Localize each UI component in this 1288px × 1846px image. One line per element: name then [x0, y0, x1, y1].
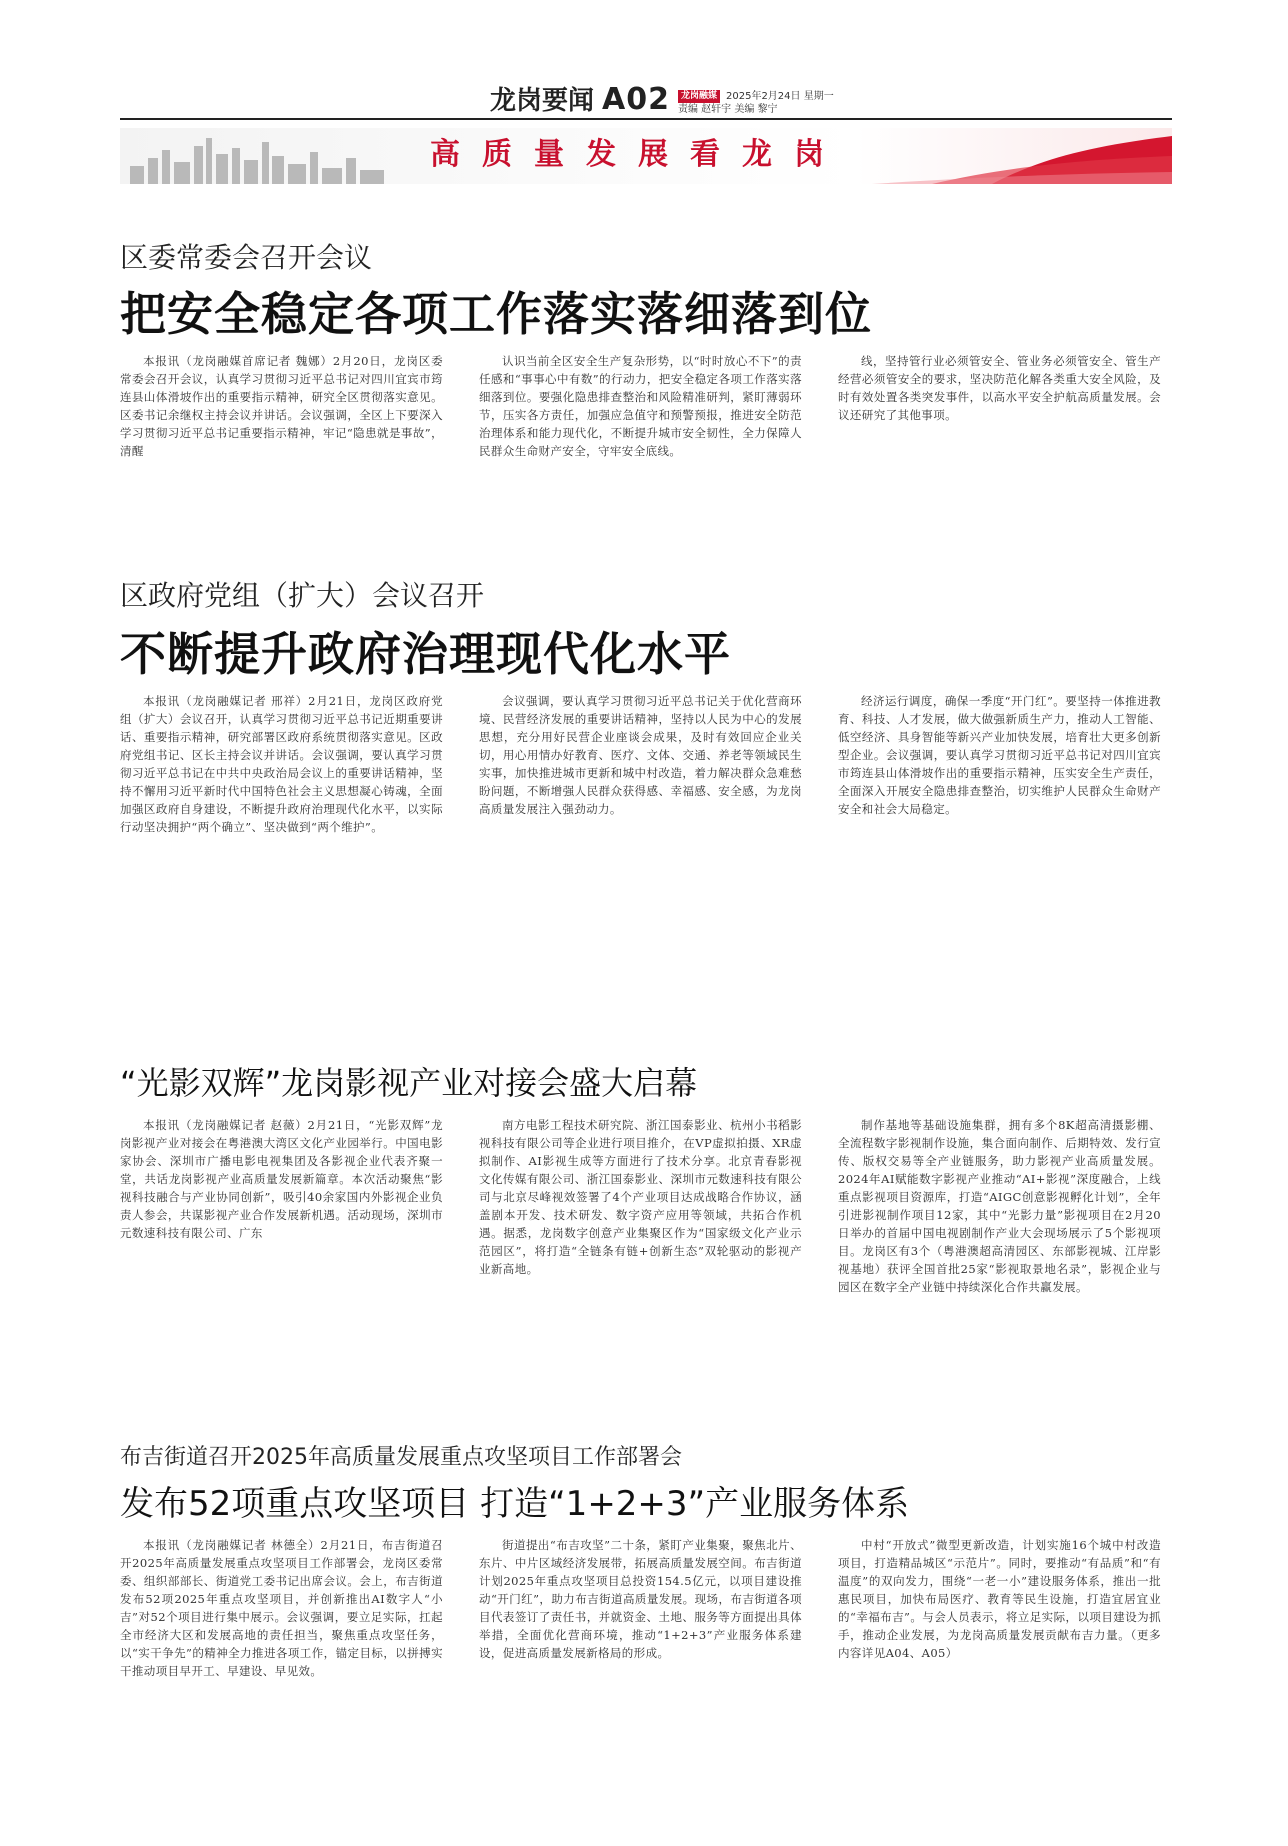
- article-2-kicker: 区政府党组（扩大）会议召开: [120, 579, 485, 612]
- article-4-headline: 发布52项重点攻坚项目 打造“1+2+3”产业服务体系: [120, 1484, 910, 1524]
- article-1-headline: 把安全稳定各项工作落实落细落到位: [120, 287, 872, 341]
- masthead-meta: [678, 90, 834, 116]
- section-title: 龙岗要闻: [490, 86, 595, 116]
- article-1-body: [120, 352, 1161, 460]
- article-4-column-2: 街道提出“布吉攻坚”二十条，紧盯产业集聚，聚焦北片、东片、中片区域经济发展带，拓展高质量发展空间。布吉街道计划2025年重点攻坚项目总投资154.5亿元，以项目建设推动“开门红”，助力布吉街道高质量发展。现场，布吉街道各项目代表签订了责任书，并就资金、土地、服务等方面提出具体举措，全面优化营商环境，推动“1+2+3”产业服务体系建设，促进高质量发展新格局的形成。: [479, 1538, 802, 1660]
- article-4-body: [120, 1536, 1161, 1680]
- article-3-column-2: 南方电影工程技术研究院、浙江国泰影业、杭州小书稻影视科技有限公司等企业进行项目推介，在VP虚拟拍摄、XR虚拟制作、AI影视生成等方面进行了技术分享。北京青春影视文化传媒有限公司、浙江国泰影业、深圳市元数速科技有限公司与北京尽峰视效签署了4个产业项目达成战略合作协议，涵盖剧本开发、技术研发、数字资产应用等领域，共拓合作机遇。据悉，龙岗数字创意产业集聚区作为“国家级文化产业示范园区”，将打造“全链条有链+创新生态”双轮驱动的影视产业新高地。: [479, 1118, 802, 1276]
- article-3-body: [120, 1116, 1161, 1296]
- article-2-column-3: 经济运行调度，确保一季度“开门红”。要坚持一体推进教育、科技、人才发展，做大做强新质生产力，推动人工智能、低空经济、具身智能等新兴产业加快发展，培育壮大更多创新型企业。会议强调，要认真学习贯彻习近平总书记对四川宜宾市筠连县山体滑坡作出的重要指示精神，压实安全生产责任，全面深入开展安全隐患排查整治，切实维护人民群众生命财产安全和社会大局稳定。: [838, 694, 1161, 816]
- brand-badge: 龙岗融媒: [678, 90, 720, 103]
- page-code: A02: [602, 82, 670, 117]
- article-1-column-2: 认识当前全区安全生产复杂形势，以“时时放心不下”的责任感和“事事心中有数”的行动力，把安全稳定各项工作落实落细落到位。要强化隐患排查整治和风险精准研判，紧盯薄弱环节，压实各方责任，加强应急值守和预警预报，推进安全防范治理体系和能力现代化，不断提升城市安全韧性，全力保障人民群众生命财产安全，守牢安全底线。: [479, 354, 802, 458]
- article-1-column-3: 线，坚持管行业必须管安全、管业务必须管安全、管生产经营必须管安全的要求，坚决防范化解各类重大安全风险，及时有效处置各类突发事件，以高水平安全护航高质量发展。会议还研究了其他事项。: [838, 354, 1161, 422]
- article-4-column-1: 本报讯（龙岗融媒记者 林德全）2月21日，布吉街道召开2025年高质量发展重点攻坚项目工作部署会，龙岗区委常委、组织部部长、街道党工委书记出席会议。会上，布吉街道发布52项2025年重点攻坚项目，并创新推出AI数字人“小吉”对52个项目进行集中展示。会议强调，要立足实际，扛起全市经济大区和发展高地的责任担当，聚焦重点攻坚任务，以“实干争先”的精神全力推进各项工作，锚定目标，以拼搏实干推动项目早开工、早建设、早见效。: [120, 1538, 443, 1678]
- article-3-headline: “光影双辉”龙岗影视产业对接会盛大启幕: [120, 1064, 698, 1102]
- article-1-column-1: 本报讯（龙岗融媒首席记者 魏娜）2月20日，龙岗区委常委会召开会议，认真学习贯彻习近平总书记对四川宜宾市筠连县山体滑坡作出的重要指示精神，研究全区贯彻落实意见。区委书记余继权主持会议并讲话。会议强调，全区上下要深入学习贯彻习近平总书记重要指示精神，牢记“隐患就是事故”，清醒: [120, 354, 443, 458]
- banner: [120, 128, 1172, 184]
- masthead-rule: [120, 118, 1172, 120]
- article-4-kicker: 布吉街道召开2025年高质量发展重点攻坚项目工作部署会: [120, 1445, 682, 1470]
- skyline-illustration: [120, 128, 420, 184]
- article-2-body: [120, 692, 1161, 836]
- banner-slogan: 高质量发展看龙岗: [430, 137, 846, 172]
- red-wave-decoration: [872, 128, 1172, 184]
- newspaper-page: [120, 0, 1172, 1846]
- editors-credit: 责编 赵轩宇 美编 黎宁: [677, 104, 778, 115]
- article-3-column-3: 制作基地等基础设施集群，拥有多个8K超高清摄影棚、全流程数字影视制作设施，集合面向制作、后期特效、发行宣传、版权交易等全产业链服务，助力影视产业高质量发展。2024年AI赋能数字影视产业推动“AI+影视”深度融合，上线重点影视项目资源库，打造“AIGC创意影视孵化计划”，全年引进影视制作项目12家，其中“光影力量”影视项目在2月20日举办的首届中国电视剧制作产业大会现场展示了5个影视项目。龙岗区有3个（粤港澳超高清园区、东部影视城、江岸影视基地）获评全国首批25家“影视取景地名录”，影视企业与园区在数字全产业链中持续深化合作共赢发展。: [838, 1118, 1161, 1294]
- masthead: [490, 82, 834, 116]
- article-2-column-1: 本报讯（龙岗融媒记者 邢祥）2月21日，龙岗区政府党组（扩大）会议召开，认真学习贯彻习近平总书记近期重要讲话、重要指示精神，研究部署区政府系统贯彻落实意见。区政府党组书记、区长主持会议并讲话。会议强调，要认真学习贯彻习近平总书记在中共中央政治局会议上的重要讲话精神，坚持不懈用习近平新时代中国特色社会主义思想凝心铸魂，全面加强区政府自身建设，不断提升政府治理现代化水平，以实际行动坚决拥护“两个确立”、坚决做到“两个维护”。: [120, 694, 443, 834]
- article-1-kicker: 区委常委会召开会议: [120, 241, 373, 274]
- article-2-column-2: 会议强调，要认真学习贯彻习近平总书记关于优化营商环境、民营经济发展的重要讲话精神，坚持以人民为中心的发展思想，充分用好民营企业座谈会成果，及时有效回应企业关切，用心用情办好教育、医疗、文体、交通、养老等领域民生实事，加快推进城市更新和城中村改造，着力解决群众急难愁盼问题，不断增强人民群众获得感、幸福感、安全感，为龙岗高质量发展注入强劲动力。: [479, 694, 802, 816]
- article-4-column-3: 中村“开放式”微型更新改造，计划实施16个城中村改造项目，打造精品城区“示范片”。同时，要推动“有品质”和“有温度”的双向发力，围绕“一老一小”建设服务体系，推出一批惠民项目，加快布局医疗、教育等民生设施，打造宜居宜业的“幸福布吉”。与会人员表示，将立足实际，以项目建设为抓手，推动企业发展，为龙岗高质量发展贡献布吉力量。（更多内容详见A04、A05）: [838, 1538, 1161, 1660]
- issue-date: 2025年2月24日 星期一: [726, 91, 834, 102]
- article-2-headline: 不断提升政府治理现代化水平: [120, 627, 731, 681]
- article-3-column-1: 本报讯（龙岗融媒记者 赵薇）2月21日，“光影双辉”龙岗影视产业对接会在粤港澳大湾区文化产业园举行。中国电影家协会、深圳市广播电影电视集团及各影视企业代表齐聚一堂，共话龙岗影视产业高质量发展新篇章。本次活动聚焦“影视科技融合与产业协同创新”，吸引40余家国内外影视企业负责人参会，共谋影视产业合作发展新机遇。活动现场，深圳市元数速科技有限公司、广东: [120, 1118, 443, 1240]
